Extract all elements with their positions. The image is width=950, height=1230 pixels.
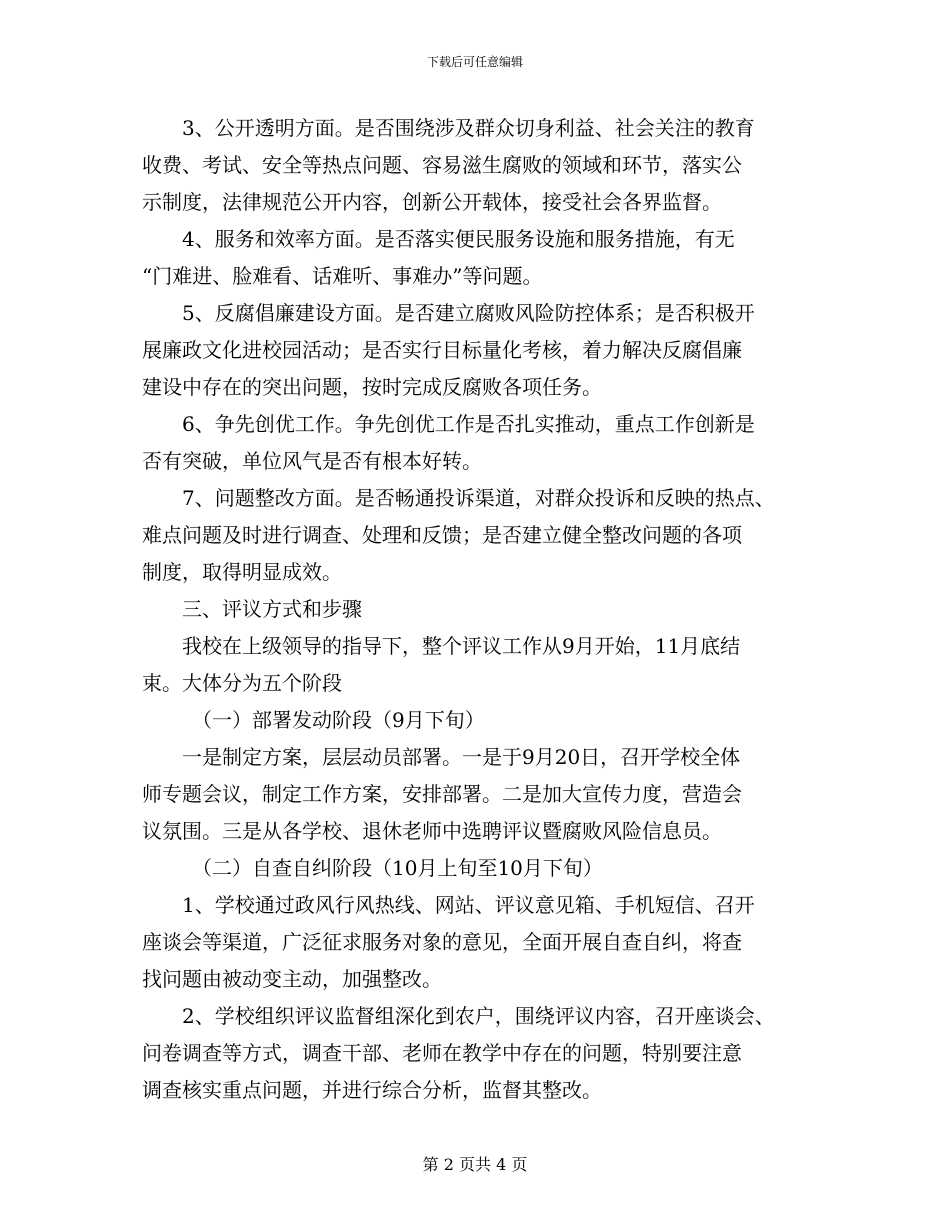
paragraph-line: 6、争先创优工作。争先创优工作是否扎实推动，重点工作创新是 bbox=[182, 412, 755, 436]
paragraph-line: 2、学校组织评议监督组深化到农户，围绕评议内容，召开座谈会、 bbox=[182, 1004, 775, 1028]
paragraph-line: 建设中存在的突出问题，按时完成反腐败各项任务。 bbox=[142, 375, 602, 399]
paragraph-line: 座谈会等渠道，广泛征求服务对象的意见，全面开展自查自纠，将查 bbox=[142, 930, 742, 954]
paragraph-line: 示制度，法律规范公开内容，创新公开载体，接受社会各界监督。 bbox=[142, 190, 722, 214]
paragraph-line: 我校在上级领导的指导下，整个评议工作从9月开始，11月底结 bbox=[182, 634, 741, 658]
document-body bbox=[142, 110, 812, 1109]
paragraph-line: 难点问题及时进行调查、处理和反馈；是否建立健全整改问题的各项 bbox=[142, 523, 742, 547]
paragraph-line: 收费、考试、安全等热点问题、容易滋生腐败的领域和环节，落实公 bbox=[142, 153, 742, 177]
page-header: 下载后可任意编辑 bbox=[426, 55, 523, 69]
paragraph-line: 一是制定方案，层层动员部署。一是于9月20日，召开学校全体 bbox=[182, 745, 741, 769]
paragraph-line: 5、反腐倡廉建设方面。是否建立腐败风险防控体系；是否积极开 bbox=[182, 301, 755, 325]
subsection-heading: （二）自查自纠阶段（10月上旬至10月下旬） bbox=[192, 856, 603, 880]
page-footer: 第 2 页共 4 页 bbox=[422, 1155, 528, 1174]
paragraph-line: 3、公开透明方面。是否围绕涉及群众切身利益、社会关注的教育 bbox=[182, 116, 755, 140]
paragraph-line: 找问题由被动变主动，加强整改。 bbox=[142, 967, 442, 991]
paragraph-line: 4、服务和效率方面。是否落实便民服务设施和服务措施，有无 bbox=[182, 227, 735, 251]
paragraph-line: 否有突破，单位风气是否有根本好转。 bbox=[142, 449, 482, 473]
paragraph-line: 调查核实重点问题，并进行综合分析，监督其整改。 bbox=[142, 1078, 602, 1102]
paragraph-line: 1、学校通过政风行风热线、网站、评议意见箱、手机短信、召开 bbox=[182, 893, 755, 917]
paragraph-line: 议氛围。三是从各学校、退休老师中选聘评议暨腐败风险信息员。 bbox=[142, 819, 722, 843]
paragraph-line: 问卷调查等方式，调查干部、老师在教学中存在的问题，特别要注意 bbox=[142, 1041, 742, 1065]
paragraph-line: 束。大体分为五个阶段 bbox=[142, 671, 342, 695]
paragraph-line: 师专题会议，制定工作方案，安排部署。二是加大宣传力度，营造会 bbox=[142, 782, 742, 806]
paragraph-line: 制度，取得明显成效。 bbox=[142, 560, 342, 584]
section-heading: 三、评议方式和步骤 bbox=[182, 597, 362, 621]
subsection-heading: （一）部署发动阶段（9月下旬） bbox=[192, 708, 485, 732]
paragraph-line: 7、问题整改方面。是否畅通投诉渠道，对群众投诉和反映的热点、 bbox=[182, 486, 775, 510]
paragraph-line: 展廉政文化进校园活动；是否实行目标量化考核，着力解决反腐倡廉 bbox=[142, 338, 742, 362]
paragraph-line: “门难进、脸难看、话难听、事难办”等问题。 bbox=[142, 264, 543, 288]
